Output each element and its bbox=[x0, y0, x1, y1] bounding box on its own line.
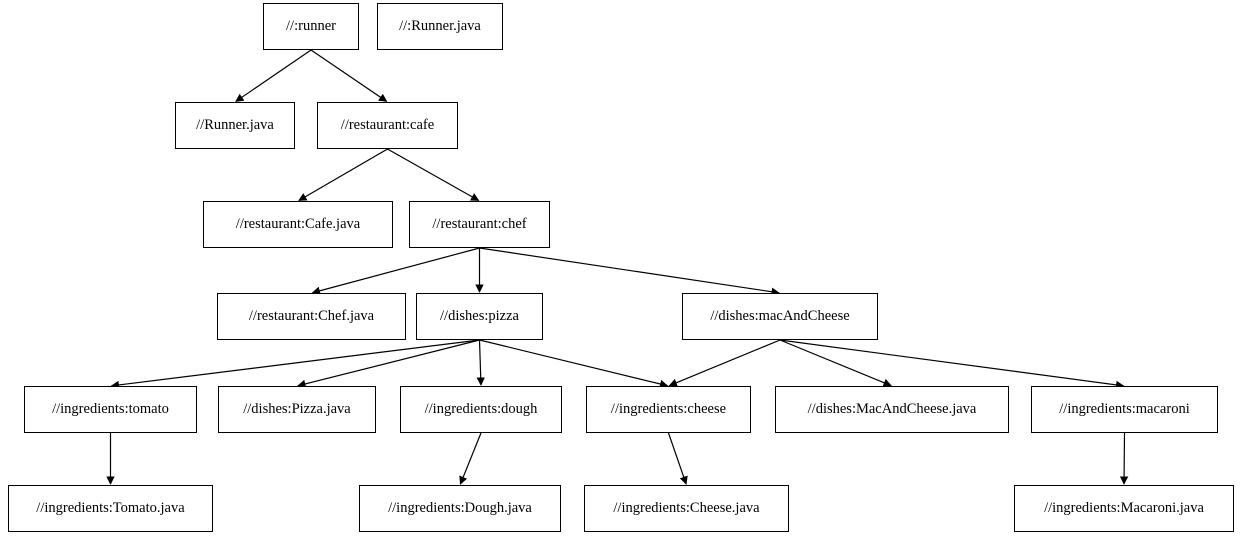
graph-edge bbox=[388, 149, 479, 201]
graph-node[interactable]: //dishes:macAndCheese bbox=[682, 293, 878, 340]
graph-node[interactable]: //:Runner.java bbox=[377, 3, 503, 50]
graph-node[interactable]: //ingredients:tomato bbox=[24, 386, 197, 433]
graph-edge bbox=[298, 340, 480, 386]
graph-node[interactable]: //ingredients:Tomato.java bbox=[8, 485, 213, 532]
graph-edge bbox=[299, 149, 388, 200]
graph-node[interactable]: //dishes:Pizza.java bbox=[218, 386, 376, 433]
graph-edge bbox=[669, 340, 780, 386]
graph-node[interactable]: //ingredients:dough bbox=[400, 386, 562, 433]
graph-node[interactable]: //Runner.java bbox=[175, 102, 295, 149]
graph-node[interactable]: //dishes:MacAndCheese.java bbox=[775, 386, 1009, 433]
graph-node[interactable]: //restaurant:Chef.java bbox=[217, 293, 406, 340]
graph-edge bbox=[480, 340, 668, 386]
graph-edge bbox=[460, 433, 481, 484]
graph-node[interactable]: //ingredients:Dough.java bbox=[359, 485, 561, 532]
graph-edge bbox=[480, 340, 481, 385]
graph-node[interactable]: //restaurant:cafe bbox=[317, 102, 458, 149]
graph-edge bbox=[480, 248, 780, 293]
graph-edge bbox=[111, 340, 479, 386]
graph-node[interactable]: //restaurant:chef bbox=[409, 201, 550, 248]
graph-node[interactable]: //restaurant:Cafe.java bbox=[203, 201, 393, 248]
graph-node[interactable]: //ingredients:Macaroni.java bbox=[1014, 485, 1234, 532]
graph-edge bbox=[236, 50, 311, 101]
graph-edge bbox=[669, 433, 687, 484]
graph-node[interactable]: //dishes:pizza bbox=[416, 293, 543, 340]
graph-node[interactable]: //ingredients:cheese bbox=[586, 386, 751, 433]
graph-node[interactable]: //ingredients:Cheese.java bbox=[584, 485, 789, 532]
graph-edge bbox=[311, 50, 387, 101]
graph-node[interactable]: //ingredients:macaroni bbox=[1031, 386, 1218, 433]
graph-edge bbox=[780, 340, 1124, 386]
graph-node[interactable]: //:runner bbox=[263, 3, 359, 50]
graph-edge bbox=[312, 248, 479, 293]
